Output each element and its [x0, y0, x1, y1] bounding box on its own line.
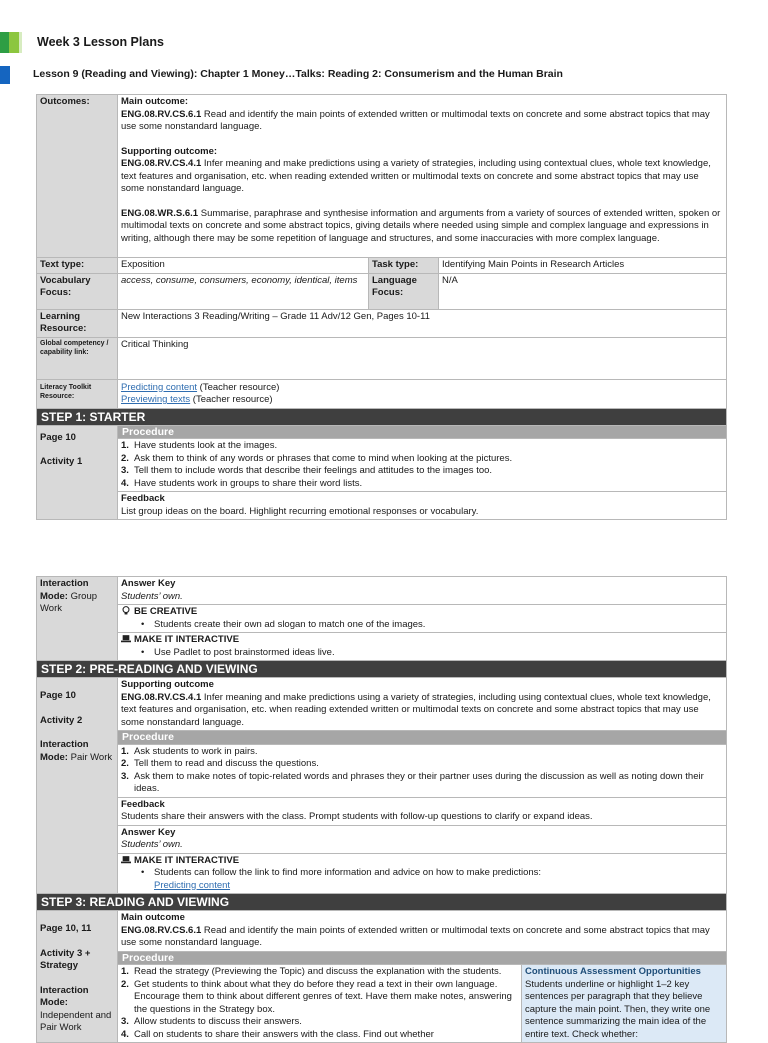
step1-page: Page 10 — [40, 431, 76, 443]
list-item: • Students create their own ad slogan to match one of the images. — [141, 619, 723, 632]
step3-main-text: Read and identify the main points of extended written or multimodal texts on concrete and some abstract topics that may use some nonstandard language. — [121, 924, 710, 948]
text-type-value: Exposition — [118, 258, 369, 274]
lesson-plan-table-2 — [36, 576, 727, 1043]
lesson-accent-bar — [0, 66, 10, 84]
make-interactive-label: MAKE IT INTERACTIVE — [134, 634, 240, 645]
step1-answer-key-label: Answer Key — [121, 578, 176, 589]
step2-interactive-cell — [118, 853, 727, 894]
wr-outcome-code: ENG.08.WR.S.6.1 — [121, 207, 199, 219]
language-focus-label: Language Focus: — [369, 273, 439, 309]
be-creative-label: BE CREATIVE — [134, 606, 198, 617]
step3-procedure-label: Procedure — [118, 951, 727, 965]
cao-title: Continuous Assessment Opportunities — [524, 966, 701, 977]
step1-interaction-label: Interaction Mode: — [40, 578, 89, 602]
list-item: Ask them to think of any words or phrases that come to mind when looking at the pictures. — [134, 452, 513, 464]
list-item: Call on students to share their answers with the class. Find out whether — [134, 1028, 434, 1040]
step3-interaction-value: Independent and Pair Work — [40, 1009, 112, 1033]
step1-answer-key: Students’ own. — [121, 590, 183, 602]
vocabulary-value: access, consume, consumers, economy, identical, items — [118, 273, 369, 309]
step2-supporting-cell — [118, 678, 727, 731]
teacher-resource-note: (Teacher resource) — [190, 394, 273, 405]
predicting-content-link[interactable]: Predicting content — [154, 879, 231, 891]
list-item: • Students can follow the link to find more information and advice on how to make predictions: — [141, 867, 723, 880]
supporting-outcome-heading: Supporting outcome: — [121, 145, 218, 157]
supporting-outcome-code: ENG.08.RV.CS.4.1 — [121, 158, 202, 169]
step2-activity: Activity 2 — [40, 714, 83, 726]
list-item: Get students to think about what they do before they read a text in their own language. Encourage them to think about different genres of text. Have them make notes, answering the questions in the Strategy box. — [134, 978, 512, 1015]
step2-page-cell — [37, 678, 118, 894]
step3-activity: Activity 3 + Strategy — [40, 947, 91, 971]
step1-feedback-cell — [118, 492, 727, 520]
list-item: Ask them to make notes of topic-related words and phrases they or their partner uses during the discussion as well as noting down their ideas. — [134, 770, 704, 794]
global-competency-value: Critical Thinking — [118, 337, 727, 379]
step1-page-cell — [37, 425, 118, 520]
task-type-value: Identifying Main Points in Research Articles — [439, 258, 727, 274]
step3-page-cell — [37, 911, 118, 1043]
task-type-label: Task type: — [369, 258, 439, 274]
step1-be-creative-cell — [118, 605, 727, 633]
step3-title: STEP 3: READING AND VIEWING — [37, 894, 727, 911]
step3-main-outcome-cell — [118, 911, 727, 952]
list-item: Have students look at the images. — [134, 440, 278, 451]
step1-procedure-list — [121, 440, 723, 490]
language-focus-value: N/A — [439, 273, 727, 309]
step1-procedure-list-cell — [118, 439, 727, 492]
step1-interactive-cell — [118, 633, 727, 661]
step1-feedback: List group ideas on the board. Highlight recurring emotional responses or vocabulary. — [121, 505, 479, 517]
step2-procedure-label: Procedure — [118, 731, 727, 745]
supporting-outcome-text: Infer meaning and make predictions using a variety of strategies, including using contextual clues, whole text knowledge, text features and organisation, etc. when reading extended written or multimodal texts on concrete and some abstract topics that may use some nonstandard language. — [121, 158, 711, 194]
global-competency-label: Global competency / capability link: — [37, 337, 118, 379]
laptop-icon — [121, 855, 131, 864]
step2-interaction-value: Pair Work — [67, 751, 113, 763]
step1-title: STEP 1: STARTER — [37, 408, 727, 425]
list-item: Ask students to work in pairs. — [134, 745, 258, 757]
main-outcome-code: ENG.08.RV.CS.6.1 — [121, 108, 202, 120]
step1-interaction-cell — [37, 577, 118, 661]
step3-procedure-list — [121, 966, 518, 1041]
page-title: Week 3 Lesson Plans — [37, 35, 164, 49]
learning-resource-value: New Interactions 3 Reading/Writing – Grade 11 Adv/12 Gen, Pages 10-11 — [118, 309, 727, 337]
text-type-label: Text type: — [37, 258, 118, 274]
step2-title: STEP 2: PRE-READING AND VIEWING — [37, 661, 727, 678]
step3-procedure-list-cell — [118, 965, 522, 1043]
step1-procedure-label: Procedure — [118, 425, 727, 439]
previewing-texts-link[interactable]: Previewing texts — [121, 394, 191, 405]
step2-answer-key-label: Answer Key — [121, 826, 176, 838]
step2-interaction-label: Interaction Mode: — [40, 739, 89, 763]
lesson-title: Lesson 9 (Reading and Viewing): Chapter 1 Money…Talks: Reading 2: Consumerism and the Human Brain — [33, 68, 563, 80]
step2-procedure-list — [121, 746, 723, 796]
step2-procedure-list-cell — [118, 744, 727, 797]
step1-feedback-label: Feedback — [121, 493, 165, 504]
cao-text: Students underline or highlight 1–2 key sentences per paragraph that they believe capture the main point. Then, they write one sentence summarizing the main idea of the entire text. Check whether: — [524, 978, 711, 1040]
make-interactive-label: MAKE IT INTERACTIVE — [134, 854, 240, 866]
main-outcome-heading: Main outcome: — [121, 96, 189, 107]
list-item: Have students work in groups to share their word lists. — [134, 477, 363, 489]
learning-resource-label: Learning Resource: — [37, 309, 118, 337]
lesson-plan-table-1 — [36, 94, 727, 520]
vocabulary-label: Vocabulary Focus: — [37, 273, 118, 309]
step2-answer-key: Students’ own. — [121, 839, 183, 850]
main-outcome-text: Read and identify the main points of extended written or multimodal texts on concrete and some abstract topics that may use some nonstandard language. — [121, 108, 710, 132]
list-item: Tell them to include words that describe their feelings and attitudes to the images too. — [134, 465, 493, 476]
lightbulb-icon — [121, 606, 131, 615]
step3-main-code: ENG.08.RV.CS.6.1 — [121, 924, 202, 936]
list-item: • Use Padlet to post brainstormed ideas live. — [141, 647, 723, 660]
step2-supporting-text: Infer meaning and make predictions using a variety of strategies, including using contextual clues, whole text knowledge, text features and organisation, etc. when reading extended written or multimodal texts on concrete and some abstract topics that may use some nonstandard language. — [121, 691, 711, 728]
step2-answer-key-cell — [118, 825, 727, 853]
predicting-content-link[interactable]: Predicting content — [121, 381, 198, 393]
step2-supporting-label: Supporting outcome — [121, 679, 214, 690]
list-item: Tell them to read and discuss the questions. — [134, 758, 319, 769]
wr-outcome-text: Summarise, paraphrase and synthesise information and arguments from a variety of sources of extended written, spoken or multimodal texts on concrete and some abstract topics, giving details where needed using simple and complex language and expressions in writing, although there may be some repetition of language and structures, and some inaccuracies with more complex language. — [121, 207, 721, 244]
step2-supporting-code: ENG.08.RV.CS.4.1 — [121, 691, 202, 703]
step2-feedback-label: Feedback — [121, 798, 165, 810]
step2-feedback: Students share their answers with the class. Prompt students with follow-up questions to clarify or expand ideas. — [121, 811, 593, 822]
list-item: Allow students to discuss their answers. — [134, 1016, 302, 1027]
teacher-resource-note: (Teacher resource) — [197, 381, 280, 393]
literacy-toolkit-cell — [118, 379, 727, 408]
step3-main-label: Main outcome — [121, 912, 185, 923]
outcomes-cell — [118, 95, 727, 258]
step1-answer-key-cell — [118, 577, 727, 605]
header-accent-bar — [0, 32, 22, 53]
literacy-toolkit-label: Literacy Toolkit Resource: — [37, 379, 118, 408]
step2-feedback-cell — [118, 797, 727, 825]
step2-page: Page 10 — [40, 690, 76, 701]
laptop-icon — [121, 634, 131, 643]
list-item: Read the strategy (Previewing the Topic) and discuss the explanation with the students. — [134, 966, 502, 977]
step3-interaction-label: Interaction Mode: — [40, 984, 89, 1008]
step1-interaction-value: Group Work — [40, 590, 98, 614]
step1-activity: Activity 1 — [40, 456, 83, 467]
step3-page: Page 10, 11 — [40, 923, 92, 934]
continuous-assessment-cell — [521, 965, 726, 1043]
outcomes-label: Outcomes: — [37, 95, 118, 258]
